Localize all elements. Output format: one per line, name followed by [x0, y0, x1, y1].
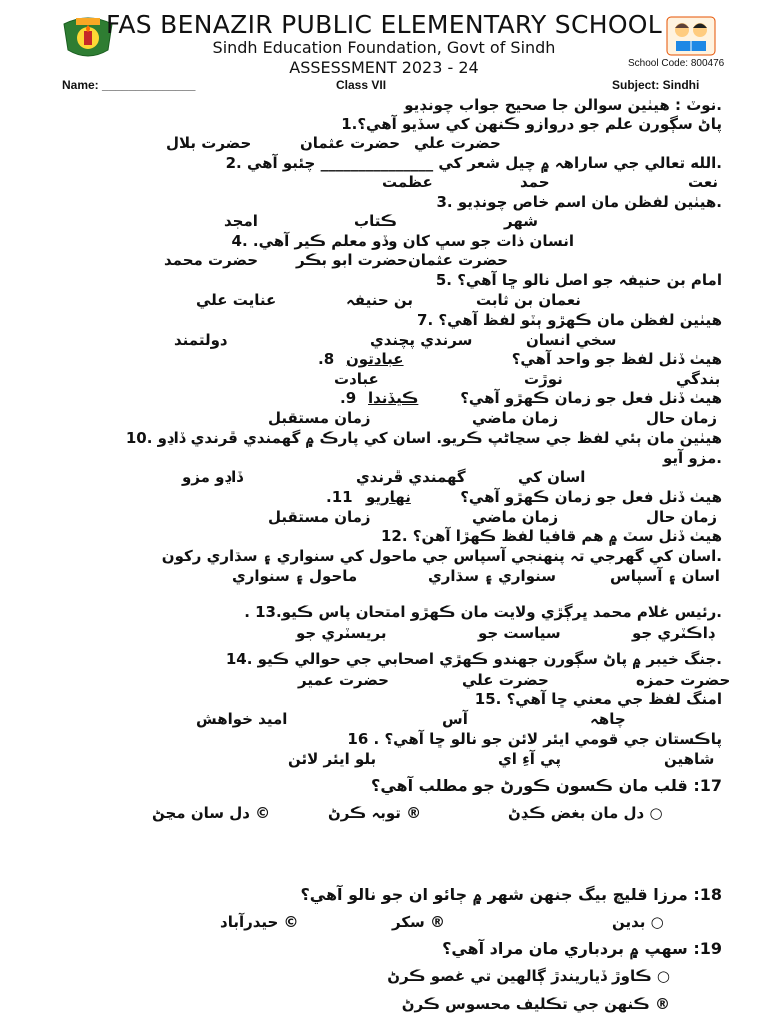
option[interactable]: سنواري ۽ سڌاري — [428, 567, 556, 585]
option[interactable]: نعمان بن ثابت — [476, 291, 581, 309]
option[interactable]: اميد خواهش — [196, 710, 288, 728]
question-17: 17: قلب مان ڪسون ڪورڻ جو مطلب آهي؟ — [371, 776, 722, 795]
option[interactable]: زمان حال — [646, 409, 718, 427]
question-number: .8 — [318, 350, 335, 368]
question-18: 18: مرزا قليچ بيگ جنهن شهر ۾ ڄائو ان جو نالو آهي؟ — [300, 885, 722, 904]
school-code: School Code: 800476 — [628, 58, 725, 69]
instruction-note: .نوٽ : هيٺين سوالن جا صحيح جواب چونڊيو — [404, 96, 722, 114]
option[interactable]: اسان کي — [518, 468, 586, 486]
option[interactable]: حضرت عثمان — [300, 134, 401, 152]
question-number: .9 — [340, 389, 357, 407]
question-10: هيٺين مان ٻئي لفظ جي سڃاڻپ ڪريو. اسان کي پارڪ ۾ گهمندي ڦرندي ڏاڍو .10 — [125, 429, 722, 447]
target-word: ڪيڏندا — [368, 389, 419, 407]
option[interactable]: نعت — [688, 173, 718, 191]
foundation-name: Sindh Education Foundation, Govt of Sindh — [212, 38, 556, 57]
option[interactable]: عظمت — [382, 173, 433, 191]
option[interactable]: شهر — [504, 212, 538, 230]
option[interactable]: بن حنيفہ — [346, 291, 413, 309]
option[interactable]: ڪتاب — [354, 212, 397, 230]
option[interactable]: امجد — [224, 212, 258, 230]
question-4: انسان ذات جو سڀ کان وڏو معلم ڪير آهي. .4 — [231, 232, 574, 250]
option[interactable]: بندگي — [676, 370, 721, 388]
school-name: FAS BENAZIR PUBLIC ELEMENTARY SCHOOL — [105, 10, 662, 39]
option[interactable]: سياست جو — [478, 624, 561, 642]
question-2: .الله تعالي جي ساراهہ ۾ چيل شعر کي _______________ چئبو آهي .2 — [225, 154, 722, 172]
option[interactable]: شاهين — [664, 750, 715, 768]
children-reading-icon — [666, 16, 716, 56]
option[interactable]: حمد — [520, 173, 550, 191]
question-16: پاڪستان جي قومي ايئر لائن جو نالو ڇا آهي؟ . 16 — [347, 730, 722, 748]
option[interactable]: ○ ڪاوڙ ڏياريندڙ ڳالهين تي غصو ڪرڻ — [387, 967, 670, 985]
option[interactable]: سخي انسان — [526, 331, 617, 349]
question-19: 19: سهپ ۾ بردباري مان مراد آهي؟ — [442, 939, 722, 958]
option[interactable]: حضرت علي — [414, 134, 501, 152]
option[interactable]: ○ دل مان بغض ڪڍڻ — [508, 804, 663, 822]
question-7: هيٺين لفظن مان ڪهڙو ٻٽو لفظ آهي؟ .7 — [417, 311, 722, 329]
option[interactable]: آس — [442, 710, 468, 728]
option[interactable]: بلو ايئر لائن — [288, 750, 377, 768]
option[interactable]: چاهہ — [590, 710, 626, 728]
option[interactable]: عبادت — [334, 370, 379, 388]
option[interactable]: عنايت علي — [196, 291, 277, 309]
option[interactable]: © حيدرآباد — [220, 913, 299, 931]
question-5: امام بن حنيفہ جو اصل نالو ڇا آهي؟ .5 — [435, 271, 722, 289]
question-13: .رئيس غلام محمد ڀرڳڙي ولايت مان ڪهڙو امتحان پاس ڪيو.13 . — [244, 603, 722, 621]
question-12: هيٺ ڏنل سٽ ۾ هم قافيا لفظ ڪهڙا آهن؟ .12 — [380, 527, 722, 545]
option[interactable]: حضرت حمزه — [636, 671, 731, 689]
option[interactable]: زمان مستقبل — [268, 409, 371, 427]
option[interactable]: اسان ۽ آسپاس — [610, 567, 720, 585]
option[interactable]: ڊاڪٽري جو — [632, 624, 715, 642]
option[interactable]: گهمندي ڦرندي — [356, 468, 466, 486]
option[interactable]: زمان ماضي — [472, 508, 559, 526]
question-15: امنگ لفظ جي معني ڇا آهي؟ .15 — [474, 690, 722, 708]
option[interactable]: ® سکر — [392, 913, 446, 931]
option[interactable]: حضرت بلال — [166, 134, 252, 152]
question-8: هيٺ ڏنل لفظ جو واحد آهي؟ — [511, 350, 722, 368]
option[interactable]: دولتمند — [174, 331, 228, 349]
name-field-label: Name: ______________ — [62, 78, 196, 92]
assessment-title: ASSESSMENT 2023 - 24 — [289, 58, 479, 77]
option[interactable]: زمان حال — [646, 508, 718, 526]
option[interactable]: حضرت محمد — [164, 251, 259, 269]
option[interactable]: ○ بدين — [612, 913, 664, 931]
question-12-continued: .اسان کي گهرجي تہ پنهنجي آسپاس جي ماحول کي سنواري ۽ سڌاري رکون — [161, 547, 722, 565]
option[interactable]: نوڙت — [524, 370, 563, 388]
option[interactable]: پي آءِ اي — [498, 750, 561, 768]
question-9: هيٺ ڏنل فعل جو زمان ڪهڙو آهي؟ — [460, 389, 722, 407]
option[interactable]: ڏاڍو مزو — [182, 468, 243, 486]
option[interactable]: حضرت عمير — [298, 671, 389, 689]
option[interactable]: حضرت ابو بڪر — [296, 251, 408, 269]
target-word: نهاريو — [366, 488, 411, 506]
option[interactable]: زمان مستقبل — [268, 508, 371, 526]
target-word: عبادتون — [346, 350, 404, 368]
option[interactable]: حضرت عثمان — [408, 251, 509, 269]
option[interactable]: ® ڪنهن جي تڪليف محسوس ڪرڻ — [401, 995, 670, 1013]
question-number: .11 — [326, 488, 353, 506]
option[interactable]: زمان ماضي — [472, 409, 559, 427]
subject-label: Subject: Sindhi — [612, 78, 700, 92]
class-label: Class VII — [336, 78, 387, 92]
option[interactable]: سرندي پچندي — [370, 331, 473, 349]
question-1: پاڻ سڳورن علم جو دروازو ڪنهن کي سڏيو آهي؟.1 — [341, 115, 722, 133]
question-11: هيٺ ڏنل فعل جو زمان ڪهڙو آهي؟ — [460, 488, 722, 506]
option[interactable]: ® توبہ ڪرڻ — [328, 804, 422, 822]
option[interactable]: حضرت علي — [462, 671, 549, 689]
question-3: .هيٺين لفظن مان اسم خاص چونڊيو .3 — [436, 193, 722, 211]
option[interactable]: ماحول ۽ سنواري — [232, 567, 358, 585]
option[interactable]: © دل سان مڃڻ — [152, 804, 271, 822]
question-10-continued: .مزو آيو — [662, 449, 722, 467]
option[interactable]: بريسٽري جو — [296, 624, 387, 642]
question-14: .جنگ خيبر ۾ پاڻ سڳورن جهندو ڪهڙي اصحابي جي حوالي ڪيو .14 — [225, 650, 722, 668]
